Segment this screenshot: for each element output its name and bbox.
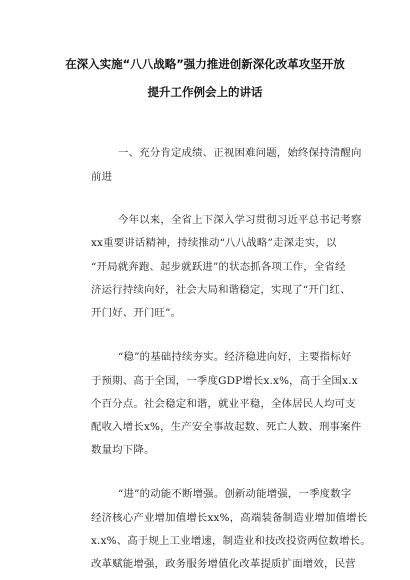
paragraph-3-line-4: 改革赋能增强，政务服务增值化改革提质扩面增效，民营	[91, 558, 356, 570]
paragraph-2-line-4: 配收入增长x%，生产安全事故起数、死亡人数、刑事案件	[91, 421, 362, 433]
paragraph-3-line-3: x.x%、高于规上工业增速，制造业和技改投资两位数增长。	[91, 535, 371, 547]
section-heading-line-1: 一、充分肯定成绩、正视困难问题，始终保持清醒向	[118, 147, 362, 159]
paragraph-2-line-2: 于预期、高于全国，一季度GDP增长x.x%，高于全国x.x	[91, 375, 358, 387]
paragraph-1-line-2: xx重要讲话精神，持续推动“八八战略”走深走实，以	[91, 237, 337, 249]
paragraph-1-line-4: 济运行持续向好，社会大局和谐稳定，实现了“开门红、	[91, 284, 351, 296]
paragraph-1-line-3: “开局就奔跑、起步就跃进”的状态抓各项工作，全省经	[91, 261, 346, 273]
paragraph-2-line-1: “稳”的基础持续夯实。经济稳进向好，主要指标好	[118, 351, 352, 363]
document-title-line-1: 在深入实施“八八战略”强力推进创新深化改革攻坚开放	[65, 57, 345, 71]
paragraph-3-line-1: “进”的动能不断增强。创新动能增强，一季度数字	[118, 488, 352, 500]
paragraph-3-line-2: 经济核心产业增加值增长xx%，高端装备制造业增加值增长	[91, 512, 368, 524]
paragraph-2-line-5: 数量均下降。	[91, 444, 155, 456]
paragraph-1-line-5: 开门好、开门旺”。	[91, 307, 182, 319]
section-heading-line-2: 前进	[91, 171, 113, 183]
paragraph-1-line-1: 今年以来，全省上下深入学习贯彻习近平总书记考察	[118, 214, 362, 226]
paragraph-2-line-3: 个百分点。社会稳定和谐，就业平稳，全体居民人均可支	[91, 398, 356, 410]
document-title-line-2: 提升工作例会上的讲话	[147, 85, 263, 99]
